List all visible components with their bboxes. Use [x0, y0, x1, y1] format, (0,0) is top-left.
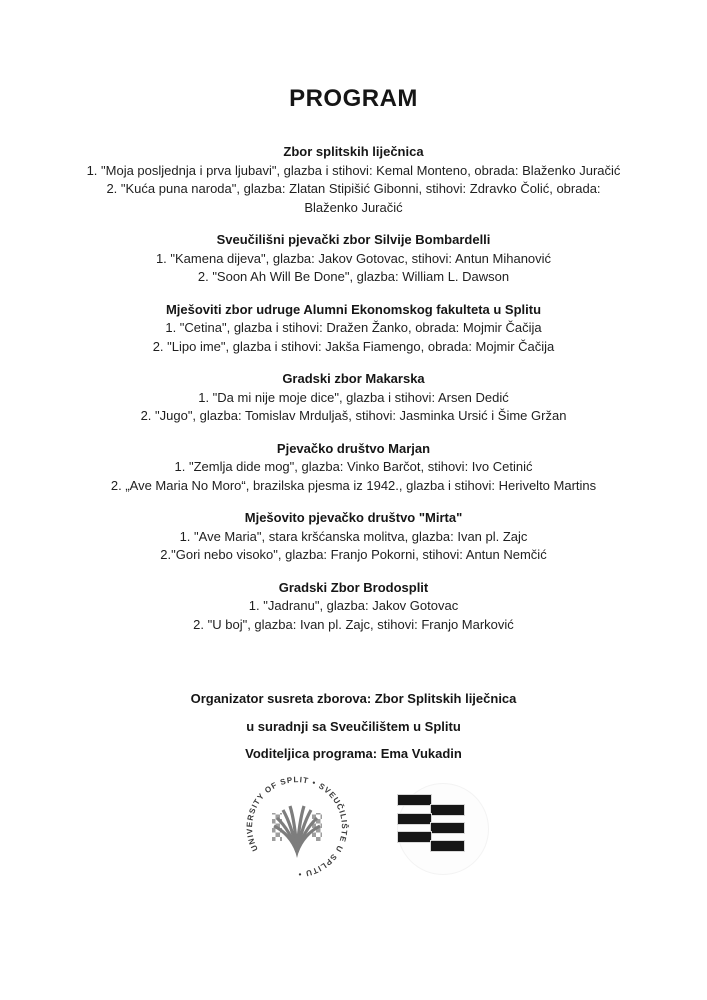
bar-icon: [398, 832, 431, 842]
choir-section-mirta: [24, 509, 684, 565]
open-book-icon: [272, 806, 322, 858]
bar-icon: [398, 814, 431, 824]
university-logo-circular-text: UNIVERSITY OF SPLIT • SVEUČILIŠTE U SPLITU •: [245, 775, 349, 879]
song-line: 2. "U boj", glazba: Ivan pl. Zajc, stihovi: Franjo Marković: [193, 616, 514, 632]
bar-icon: [431, 823, 464, 833]
choir-section-silvije-bombardelli: [24, 231, 684, 287]
song-line-continuation: Blaženko Juračić: [304, 199, 403, 215]
choir-name: Gradski zbor Makarska: [282, 371, 425, 386]
choir-name: Pjevačko društvo Marjan: [276, 440, 431, 456]
song-line: 1. "Moja posljednja i prva ljubavi", glazba i stihovi: Kemal Monteno, obrada: Blaženko Juračić: [86, 162, 621, 178]
bar-icon: [431, 805, 464, 815]
choir-section-pjevacko-drustvo-marjan: [24, 440, 684, 496]
song-line: 2."Gori nebo visoko", glazba: Franjo Pokorni, stihovi: Antun Nemčić: [160, 547, 547, 562]
song-line: 1. "Kamena dijeva", glazba: Jakov Gotovac, stihovi: Antun Mihanović: [155, 250, 552, 266]
song-line: 1. "Zemlja dide mog", glazba: Vinko Barčot, stihovi: Ivo Cetinić: [174, 459, 533, 474]
song-line: 1. "Ave Maria", stara kršćanska molitva, glazba: Ivan pl. Zajc: [179, 528, 528, 544]
collaboration-line: u suradnji sa Sveučilištem u Splitu: [246, 718, 461, 734]
program-list: [24, 143, 684, 634]
song-line: 1. "Da mi nije moje dice", glazba i stihovi: Arsen Dedić: [198, 389, 509, 405]
song-line: 1. "Cetina", glazba i stihovi: Dražen Žanko, obrada: Mojmir Čačija: [165, 320, 542, 335]
choir-section-zbor-splitskih-lijecnica: [24, 143, 684, 217]
svg-text:UNIVERSITY OF SPLIT • SVEUČILI: [245, 775, 349, 879]
page-title: PROGRAM: [289, 85, 418, 112]
song-line: 2. "Soon Ah Will Be Done", glazba: William L. Dawson: [197, 269, 510, 284]
choir-section-gradski-zbor-brodosplit: [24, 579, 684, 635]
bar-icon: [431, 841, 464, 851]
host-line: Voditeljica programa: Ema Vukadin: [245, 746, 462, 761]
song-line: 2. "Lipo ime", glazba i stihovi: Jakša Fiamengo, obrada: Mojmir Čačija: [152, 338, 555, 354]
organizer-line: Organizator susreta zborova: Zbor Splitskih liječnica: [190, 691, 517, 706]
bar-icon: [398, 795, 431, 805]
choir-name: Zbor splitskih liječnica: [283, 144, 424, 159]
choir-section-gradski-zbor-makarska: [24, 370, 684, 426]
organizer-footer: [0, 690, 707, 764]
song-line: 1. "Jadranu", glazba: Jakov Gotovac: [248, 598, 459, 613]
choir-name: Sveučilišni pjevački zbor Silvije Bombardelli: [216, 232, 491, 247]
song-line: 2. "Jugo", glazba: Tomislav Mrduljaš, stihovi: Jasminka Ursić i Šime Gržan: [140, 408, 567, 423]
choir-name: Gradski Zbor Brodosplit: [278, 579, 429, 595]
choir-name: Mješoviti zbor udruge Alumni Ekonomskog fakulteta u Splitu: [165, 301, 542, 317]
choir-name: Mješovito pjevačko društvo "Mirta": [244, 510, 463, 525]
university-of-split-logo-icon: [244, 774, 350, 880]
song-line: 2. "Kuća puna naroda", glazba: Zlatan Stipišić Gibonni, stihovi: Zdravko Čolić, obrada:: [106, 181, 601, 196]
song-line: 2. „Ave Maria No Moro“, brazilska pjesma iz 1942., glazba i stihovi: Herivelto Martins: [110, 477, 597, 493]
choir-section-alumni-ekonomskog-fakulteta: [24, 301, 684, 357]
